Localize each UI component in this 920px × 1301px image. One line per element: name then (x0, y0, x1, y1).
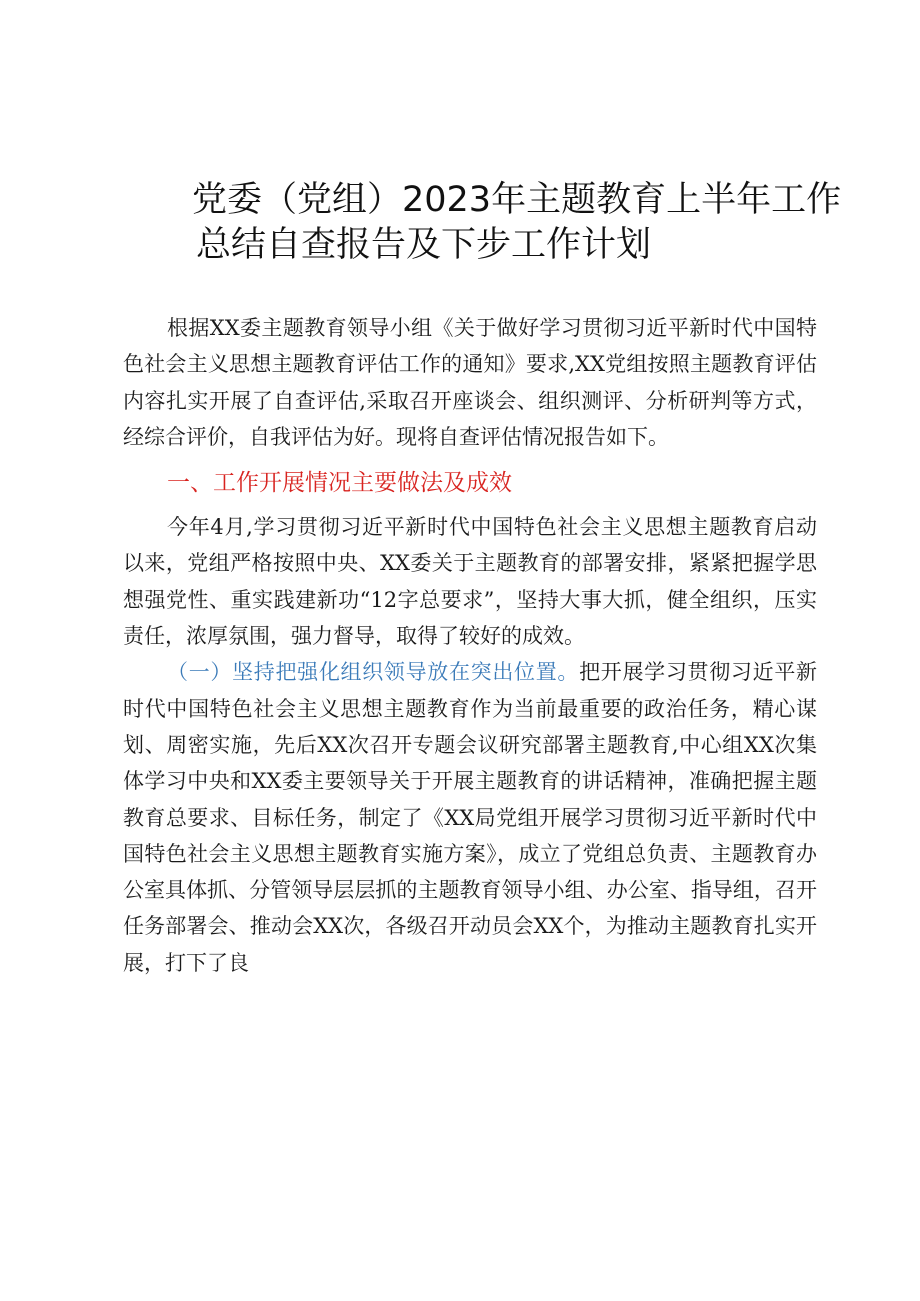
subsection-1-paragraph (123, 654, 817, 981)
section-1-heading: 一、工作开展情况主要做法及成效 (167, 470, 512, 497)
subsection-1-text: 把开展学习贯彻习近平新时代中国特色社会主义思想主题教育作为当前最重要的政治任务，精心谋划、周密实施，先后XX次召开专题会议研究部署主题教育,中心组XX次集体学习中央和XX委主要领导关于开展主题教育的讲话精神，准确把握主题教育总要求、目标任务，制定了《XX局党组开展学习贯彻习近平新时代中国特色社会主义思想主题教育实施方案》，成立了党组总负责、主题教育办公室具体抓、分管领导层层抓的主题教育领导小组、办公室、指导组，召开任务部署会、推动会XX次，各级召开动员会XX个，为推动主题教育扎实开展，打下了良 (123, 660, 818, 975)
document-body (123, 310, 817, 981)
subsection-1-heading: （一）坚持把强化组织领导放在突出位置。 (167, 660, 580, 685)
intro-paragraph: 根据XX委主题教育领导小组《关于做好学习贯彻习近平新时代中国特色社会主义思想主题教育评估工作的通知》要求,XX党组按照主题教育评估内容扎实开展了自查评估,采取召开座谈会、组织测评、分析研判等方式，经综合评价，自我评估为好。现将自查评估情况报告如下。 (123, 316, 817, 449)
title-line-2: 总结自查报告及下步工作计划 (196, 225, 652, 265)
title-line-1: 党委（党组）2023年主题教育上半年工作 (192, 180, 842, 220)
document-title (150, 178, 850, 268)
section-1-paragraph: 今年4月,学习贯彻习近平新时代中国特色社会主义思想主题教育启动以来，党组严格按照中央、XX委关于主题教育的部署安排，紧紧把握学思想强党性、重实践建新功“12字总要求”，坚持大事大抓，健全组织，压实责任，浓厚氛围，强力督导，取得了较好的成效。 (123, 515, 817, 649)
